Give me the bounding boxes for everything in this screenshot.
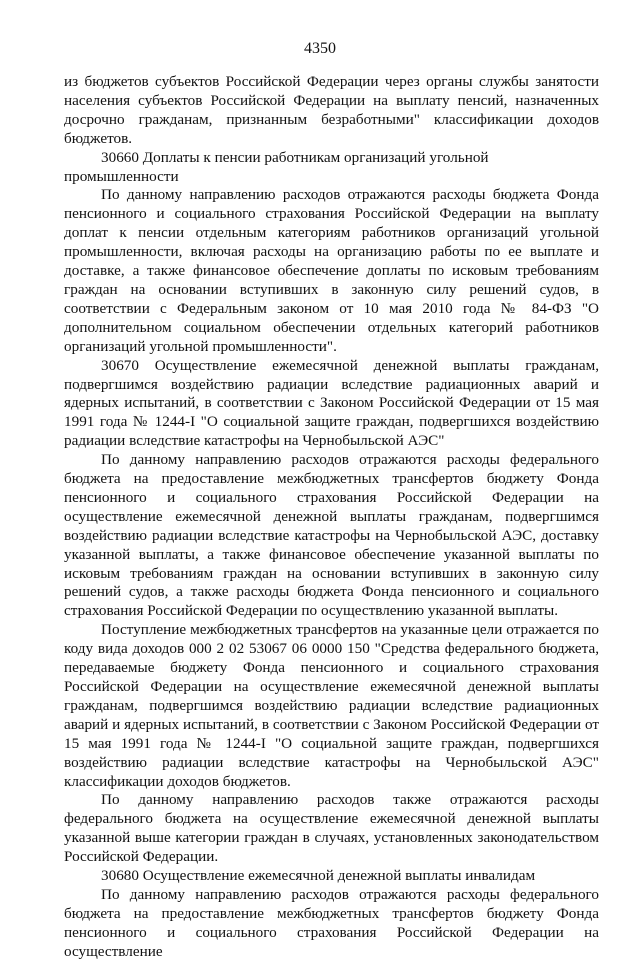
page-number: 4350 xyxy=(304,40,336,57)
paragraph: По данному направлению расходов отражаются расходы бюджета Фонда пенсионного и социального страхования Российской Федерации на выплату доплат к пенсии отдельным категориям работников организаций угольной промышленности, включая расходы на организацию работы по ее выплате и доставке, а также финансовое обеспечение доплаты по исковым требованиям граждан на основании вступивших в законную силу решений судов, в соответствии с Федеральным законом от 10 мая 2010 года № 84-ФЗ "О дополнительном социальном обеспечении отдельных категорий работников организаций угольной промышленности". xyxy=(64,186,599,355)
section-heading-30670: 30670 Осуществление ежемесячной денежной выплаты гражданам, подвергшимся воздействию радиации вследствие радиационных аварий и ядерных испытаний, в соответствии с Законом Российской Федерации от 15 мая 1991 года № 1244-I "О социальной защите граждан, подвергшихся воздействию радиации вследствие катастрофы на Чернобыльской АЭС" xyxy=(64,356,599,450)
paragraph: По данному направлению расходов отражаются расходы федерального бюджета на предоставление межбюджетных трансфертов бюджету Фонда пенсионного и социального страхования Российской Федерации на осуществление ежемесячной денежной выплаты гражданам, подвергшимся воздействию радиации вследствие катастрофы на Чернобыльской АЭС, доставку указанной выплаты, а также финансовое обеспечение указанной выплаты по исковым требованиям граждан на основании вступивших в законную силу решений судов, а также расходы бюджета Фонда пенсионного и социального страхования Российской Федерации по осуществлению указанной выплаты. xyxy=(64,451,599,620)
paragraph: Поступление межбюджетных трансфертов на указанные цели отражается по коду вида доходов 000 2 02 53067 06 0000 150 "Средства федерального бюджета, передаваемые бюджету Фонда пенсионного и социального страхования Российской Федерации на осуществление ежемесячной денежной выплаты гражданам, подвергшимся воздействию радиации вследствие радиационных аварий и ядерных испытаний, в соответствии с Законом Российской Федерации от 15 мая 1991 года № 1244-I "О социальной защите граждан, подвергшихся воздействию радиации вследствие катастрофы на Чернобыльской АЭС" классификации доходов бюджетов. xyxy=(64,621,599,790)
section-heading-30660: 30660 Доплаты к пенсии работникам организаций угольной промышленности xyxy=(64,148,489,185)
paragraph-continuation: из бюджетов субъектов Российской Федерации через органы службы занятости населения субъектов Российской Федерации на выплату пенсий, назначенных досрочно гражданам, признанным безработными" классификации доходов бюджетов. xyxy=(64,73,599,147)
document-body xyxy=(64,73,599,962)
paragraph: По данному направлению расходов отражаются расходы федерального бюджета на предоставление межбюджетных трансфертов бюджету Фонда пенсионного и социального страхования Российской Федерации на осуществление xyxy=(64,885,599,960)
section-heading-30680: 30680 Осуществление ежемесячной денежной выплаты инвалидам xyxy=(101,867,536,885)
paragraph: По данному направлению расходов также отражаются расходы федерального бюджета на осуществление ежемесячной денежной выплаты указанной выше категории граждан в случаях, установленных законодательством Российской Федерации. xyxy=(64,791,599,866)
